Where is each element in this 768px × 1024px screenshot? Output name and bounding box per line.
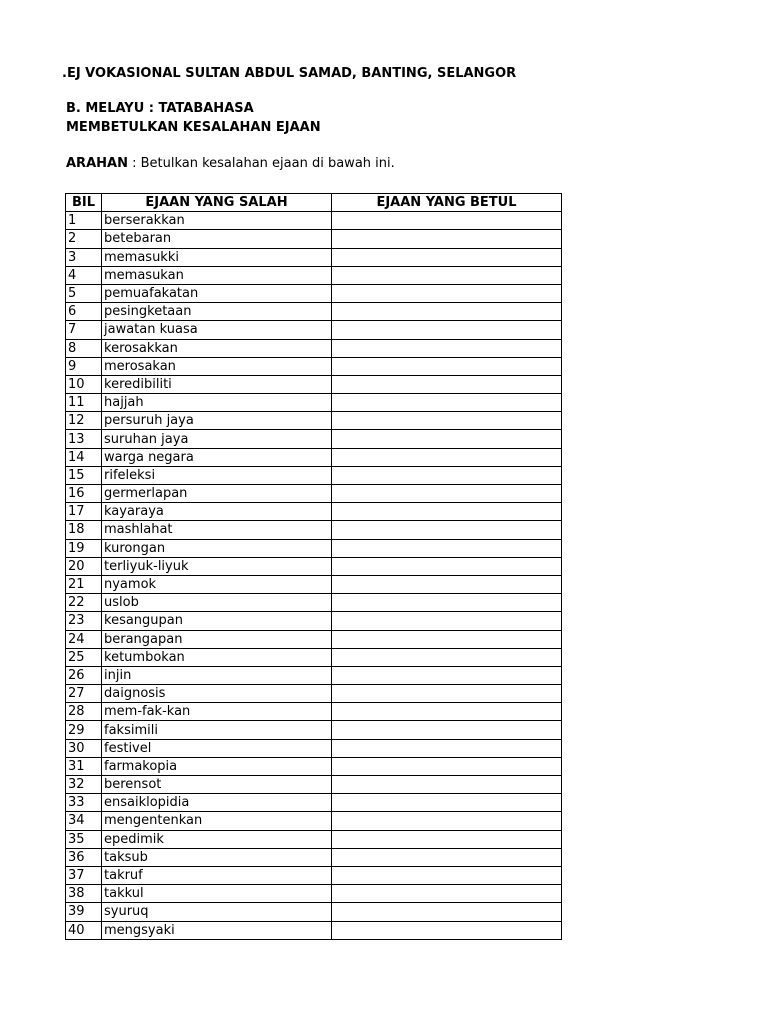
row-number: 28 (66, 703, 102, 721)
row-number: 33 (66, 794, 102, 812)
row-number: 24 (66, 630, 102, 648)
table-row (66, 503, 562, 521)
row-number: 25 (66, 648, 102, 666)
table-row (66, 266, 562, 284)
correct-spelling-cell[interactable] (332, 412, 562, 430)
correct-spelling-cell[interactable] (332, 394, 562, 412)
table-row (66, 685, 562, 703)
wrong-spelling: keredibiliti (102, 375, 332, 393)
row-number: 26 (66, 666, 102, 684)
correct-spelling-cell[interactable] (332, 685, 562, 703)
wrong-spelling: mengentenkan (102, 812, 332, 830)
correct-spelling-cell[interactable] (332, 321, 562, 339)
correct-spelling-cell[interactable] (332, 648, 562, 666)
wrong-spelling: ensaiklopidia (102, 794, 332, 812)
wrong-spelling: rifeleksi (102, 466, 332, 484)
table-row (66, 321, 562, 339)
correct-spelling-cell[interactable] (332, 666, 562, 684)
instruction-label: ARAHAN (66, 156, 128, 171)
table-row (66, 303, 562, 321)
row-number: 37 (66, 866, 102, 884)
correct-spelling-cell[interactable] (332, 594, 562, 612)
table-row (66, 612, 562, 630)
row-number: 40 (66, 921, 102, 939)
instruction (66, 156, 395, 172)
correct-spelling-cell[interactable] (332, 212, 562, 230)
spelling-table (65, 193, 562, 940)
table-row (66, 466, 562, 484)
correct-spelling-cell[interactable] (332, 921, 562, 939)
header-bil: BIL (66, 194, 102, 212)
table-row (66, 885, 562, 903)
row-number: 34 (66, 812, 102, 830)
row-number: 23 (66, 612, 102, 630)
table-row (66, 630, 562, 648)
wrong-spelling: takruf (102, 866, 332, 884)
correct-spelling-cell[interactable] (332, 266, 562, 284)
table-row (66, 848, 562, 866)
correct-spelling-cell[interactable] (332, 630, 562, 648)
wrong-spelling: mashlahat (102, 521, 332, 539)
table-row (66, 357, 562, 375)
row-number: 21 (66, 575, 102, 593)
row-number: 20 (66, 557, 102, 575)
table-row (66, 412, 562, 430)
wrong-spelling: syuruq (102, 903, 332, 921)
wrong-spelling: warga negara (102, 448, 332, 466)
row-number: 2 (66, 230, 102, 248)
wrong-spelling: jawatan kuasa (102, 321, 332, 339)
wrong-spelling: betebaran (102, 230, 332, 248)
row-number: 27 (66, 685, 102, 703)
wrong-spelling: mengsyaki (102, 921, 332, 939)
wrong-spelling: merosakan (102, 357, 332, 375)
correct-spelling-cell[interactable] (332, 885, 562, 903)
row-number: 38 (66, 885, 102, 903)
row-number: 7 (66, 321, 102, 339)
row-number: 11 (66, 394, 102, 412)
wrong-spelling: daignosis (102, 685, 332, 703)
row-number: 22 (66, 594, 102, 612)
row-number: 14 (66, 448, 102, 466)
table-row (66, 521, 562, 539)
row-number: 4 (66, 266, 102, 284)
wrong-spelling: persuruh jaya (102, 412, 332, 430)
wrong-spelling: festivel (102, 739, 332, 757)
row-number: 30 (66, 739, 102, 757)
wrong-spelling: germerlapan (102, 485, 332, 503)
correct-spelling-cell[interactable] (332, 757, 562, 775)
table-row (66, 921, 562, 939)
row-number: 29 (66, 721, 102, 739)
correct-spelling-cell[interactable] (332, 230, 562, 248)
table-row (66, 394, 562, 412)
correct-spelling-cell[interactable] (332, 521, 562, 539)
wrong-spelling: ketumbokan (102, 648, 332, 666)
table-row (66, 485, 562, 503)
correct-spelling-cell[interactable] (332, 503, 562, 521)
correct-spelling-cell[interactable] (332, 557, 562, 575)
subject-title: B. MELAYU : TATABAHASA (66, 101, 254, 116)
row-number: 35 (66, 830, 102, 848)
table-row (66, 339, 562, 357)
correct-spelling-cell[interactable] (332, 448, 562, 466)
row-number: 9 (66, 357, 102, 375)
correct-spelling-cell[interactable] (332, 866, 562, 884)
topic-title: MEMBETULKAN KESALAHAN EJAAN (66, 120, 321, 135)
wrong-spelling: berangapan (102, 630, 332, 648)
row-number: 3 (66, 248, 102, 266)
correct-spelling-cell[interactable] (332, 903, 562, 921)
table-row (66, 794, 562, 812)
wrong-spelling: hajjah (102, 394, 332, 412)
wrong-spelling: kerosakkan (102, 339, 332, 357)
row-number: 17 (66, 503, 102, 521)
wrong-spelling: kayaraya (102, 503, 332, 521)
table-row (66, 703, 562, 721)
table-row (66, 666, 562, 684)
table-row (66, 721, 562, 739)
table-row (66, 903, 562, 921)
row-number: 8 (66, 339, 102, 357)
correct-spelling-cell[interactable] (332, 794, 562, 812)
correct-spelling-cell[interactable] (332, 539, 562, 557)
wrong-spelling: mem-fak-kan (102, 703, 332, 721)
correct-spelling-cell[interactable] (332, 776, 562, 794)
row-number: 6 (66, 303, 102, 321)
table-row (66, 539, 562, 557)
wrong-spelling: uslob (102, 594, 332, 612)
correct-spelling-cell[interactable] (332, 703, 562, 721)
wrong-spelling: memasukan (102, 266, 332, 284)
table-row (66, 739, 562, 757)
row-number: 18 (66, 521, 102, 539)
correct-spelling-cell[interactable] (332, 375, 562, 393)
header-ejaan-betul: EJAAN YANG BETUL (332, 194, 562, 212)
row-number: 10 (66, 375, 102, 393)
table-row (66, 212, 562, 230)
row-number: 31 (66, 757, 102, 775)
correct-spelling-cell[interactable] (332, 575, 562, 593)
table-row (66, 575, 562, 593)
instruction-text: : Betulkan kesalahan ejaan di bawah ini. (127, 156, 395, 171)
correct-spelling-cell[interactable] (332, 721, 562, 739)
wrong-spelling: farmakopia (102, 757, 332, 775)
correct-spelling-cell[interactable] (332, 248, 562, 266)
table-row (66, 812, 562, 830)
correct-spelling-cell[interactable] (332, 812, 562, 830)
table-row (66, 430, 562, 448)
table-row (66, 557, 562, 575)
wrong-spelling: faksimili (102, 721, 332, 739)
wrong-spelling: pesingketaan (102, 303, 332, 321)
table-row (66, 230, 562, 248)
correct-spelling-cell[interactable] (332, 284, 562, 302)
correct-spelling-cell[interactable] (332, 485, 562, 503)
table-row (66, 830, 562, 848)
correct-spelling-cell[interactable] (332, 848, 562, 866)
wrong-spelling: memasukki (102, 248, 332, 266)
wrong-spelling: injin (102, 666, 332, 684)
wrong-spelling: berserakkan (102, 212, 332, 230)
wrong-spelling: nyamok (102, 575, 332, 593)
table-row (66, 776, 562, 794)
school-name: .EJ VOKASIONAL SULTAN ABDUL SAMAD, BANTING, SELANGOR (62, 66, 517, 81)
wrong-spelling: kesangupan (102, 612, 332, 630)
table-row (66, 648, 562, 666)
wrong-spelling: suruhan jaya (102, 430, 332, 448)
correct-spelling-cell[interactable] (332, 739, 562, 757)
table-row (66, 866, 562, 884)
table-header-row (66, 194, 562, 212)
table-row (66, 248, 562, 266)
table-row (66, 284, 562, 302)
row-number: 19 (66, 539, 102, 557)
wrong-spelling: takkul (102, 885, 332, 903)
table-body (66, 212, 562, 940)
correct-spelling-cell[interactable] (332, 430, 562, 448)
table-row (66, 594, 562, 612)
table-row (66, 448, 562, 466)
correct-spelling-cell[interactable] (332, 339, 562, 357)
row-number: 5 (66, 284, 102, 302)
wrong-spelling: epedimik (102, 830, 332, 848)
wrong-spelling: terliyuk-liyuk (102, 557, 332, 575)
wrong-spelling: taksub (102, 848, 332, 866)
row-number: 12 (66, 412, 102, 430)
correct-spelling-cell[interactable] (332, 303, 562, 321)
table-row (66, 375, 562, 393)
row-number: 13 (66, 430, 102, 448)
row-number: 16 (66, 485, 102, 503)
table-row (66, 757, 562, 775)
correct-spelling-cell[interactable] (332, 612, 562, 630)
row-number: 39 (66, 903, 102, 921)
correct-spelling-cell[interactable] (332, 466, 562, 484)
wrong-spelling: berensot (102, 776, 332, 794)
row-number: 36 (66, 848, 102, 866)
wrong-spelling: kurongan (102, 539, 332, 557)
correct-spelling-cell[interactable] (332, 830, 562, 848)
row-number: 1 (66, 212, 102, 230)
row-number: 32 (66, 776, 102, 794)
correct-spelling-cell[interactable] (332, 357, 562, 375)
row-number: 15 (66, 466, 102, 484)
wrong-spelling: pemuafakatan (102, 284, 332, 302)
header-ejaan-salah: EJAAN YANG SALAH (102, 194, 332, 212)
